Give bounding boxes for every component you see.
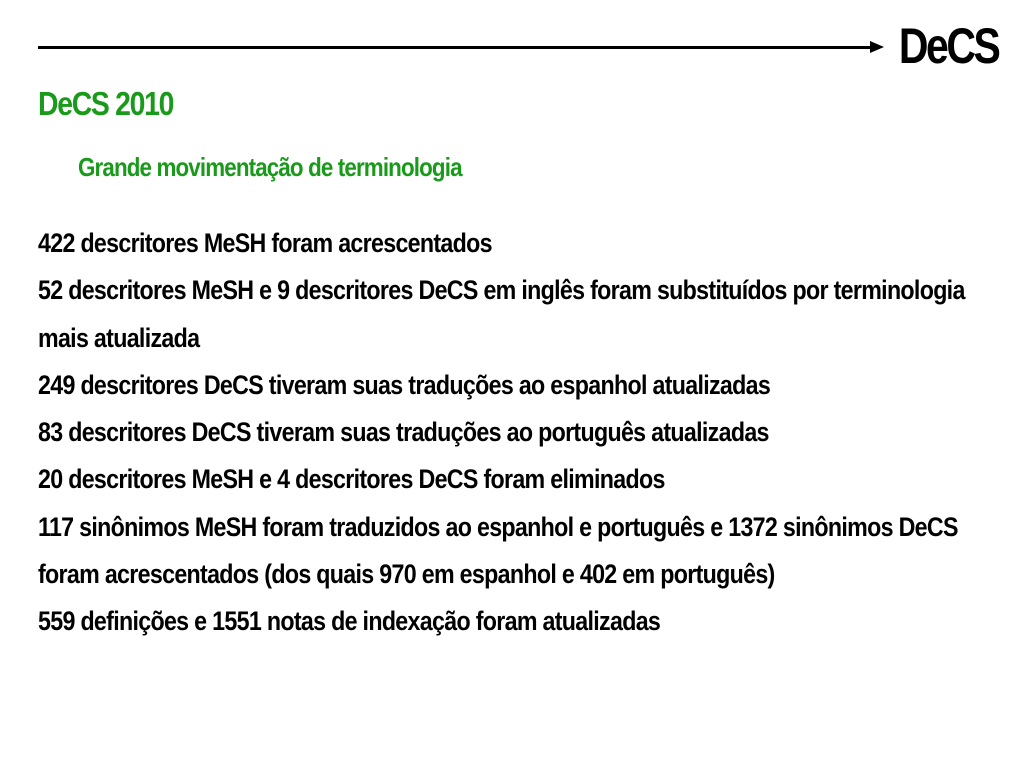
header-arrow-line: [38, 46, 872, 49]
slide-title: DeCS 2010: [38, 85, 174, 122]
list-item: 52 descritores MeSH e 9 descritores DeCS em inglês foram substituídos por terminologia mais atualizada: [38, 275, 965, 353]
list-item: 20 descritores MeSH e 4 descritores DeCS foram eliminados: [38, 464, 665, 495]
list-item: 559 definições e 1551 notas de indexação foram atualizadas: [38, 606, 661, 637]
list-item: 117 sinônimos MeSH foram traduzidos ao espanhol e português e 1372 sinônimos DeCS foram acrescentados (dos quais 970 em espanhol e 402 em português): [38, 511, 958, 590]
statistics-list: [38, 220, 975, 646]
list-item: 422 descritores MeSH foram acrescentados: [38, 228, 492, 258]
slide-subtitle: Grande movimentação de terminologia: [78, 152, 462, 182]
decs-logo: DeCS: [898, 18, 998, 74]
list-item: 83 descritores DeCS tiveram suas traduções ao português atualizadas: [38, 417, 769, 448]
list-item: 249 descritores DeCS tiveram suas traduções ao espanhol atualizadas: [38, 369, 771, 400]
arrow-head-icon: [870, 41, 884, 53]
